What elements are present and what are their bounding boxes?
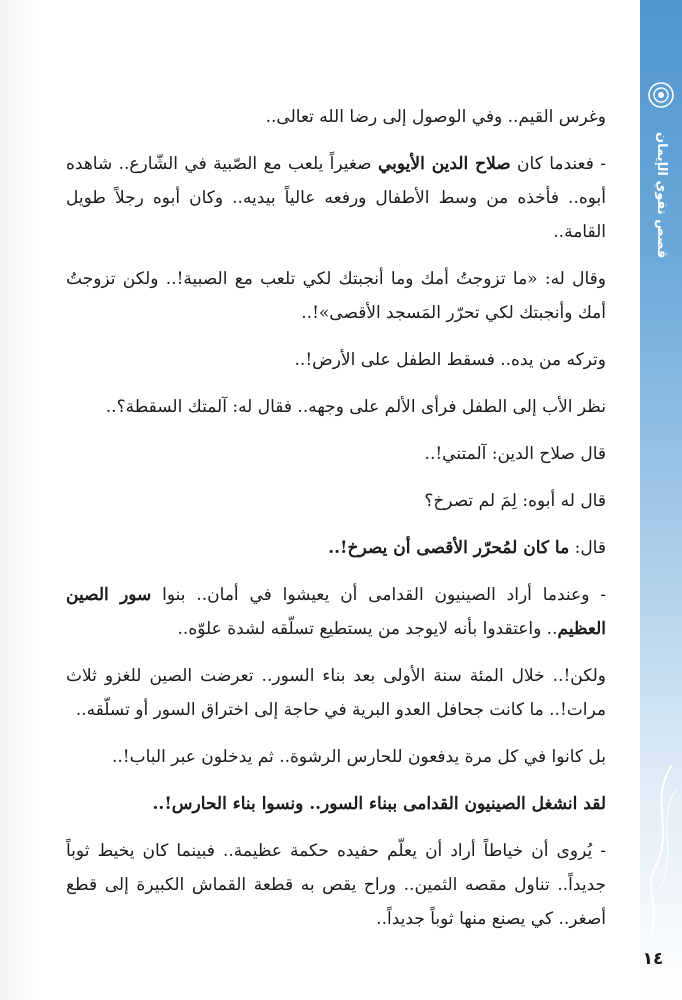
body-text xyxy=(66,100,606,949)
swirl-decoration-icon xyxy=(642,760,680,940)
paragraph: قال له أبوه: لِمَ لم تصرخ؟ xyxy=(424,491,606,511)
paragraph: بل كانوا في كل مرة يدفعون للحارس الرشوة.. ثم يدخلون عبر الباب!.. xyxy=(111,747,606,767)
paragraph: ولكن!.. خلال المئة سنة الأولى بعد بناء السور.. تعرضت الصين للغزو ثلاث مرات!.. ما كانت جحافل العدو البرية في حاجة إلى اختراق السور أو تسلّقه.. xyxy=(66,666,606,720)
paragraph xyxy=(66,147,606,249)
paragraph-text: قال: xyxy=(569,538,606,558)
paragraph xyxy=(66,531,606,565)
paragraph: قال صلاح الدين: آلمتني!.. xyxy=(424,444,606,464)
highlighted-name: صلاح الدين الأيوبي xyxy=(377,154,511,174)
highlighted-name: سور الصين العظيم xyxy=(66,585,606,639)
paragraph: وقال له: «ما تزوجتُ أمك وما أنجبتك لكي تلعب مع الصبية!.. ولكن تزوجتُ أمك وأنجبتك لكي تحرّر المَسجد الأقصى»!.. xyxy=(66,269,606,323)
paragraph-text: - وعندما أراد الصينيون القدامى أن يعيشوا في أمان.. بنوا xyxy=(151,585,606,605)
paragraph: وغرس القيم.. وفي الوصول إلى رضا الله تعالى.. xyxy=(265,107,606,127)
page-number: ١٤ xyxy=(642,949,664,969)
running-header: قصص تقوي الإيمان xyxy=(654,131,669,259)
paragraph: - يُروى أن خياطاً أراد أن يعلّم حفيده حكمة عظيمة.. فبينما كان يخيط ثوباً جديداً.. تناول مقصه الثمين.. وراح يقص به قطعة القماش الكبيرة إلى قطع أصغر.. كي يصنع منها ثوباً جديداً.. xyxy=(66,841,606,929)
paragraph-text: صغيراً يلعب مع الصّبية في الشّارع.. شاهده أبوه.. فأخذه من وسط الأطفال ورفعه عالياً بيديه.. وكان أبوه رجلاً طويل القامة.. xyxy=(66,154,606,242)
paragraph: نظر الأب إلى الطفل فرأى الألم على وجهه.. فقال له: آلمتك السقطة؟.. xyxy=(105,397,606,417)
paragraph-bold: لقد انشغل الصينيون القدامى ببناء السور.. ونسوا بناء الحارس!.. xyxy=(152,794,606,814)
spiral-ornament-icon xyxy=(646,80,676,110)
paragraph-text: .. واعتقدوا بأنه لايوجد من يستطيع تسلّقه لشدة علوّه.. xyxy=(177,619,558,639)
side-decoration-strip xyxy=(640,0,682,1000)
paragraph xyxy=(66,578,606,646)
paragraph: وتركه من يده.. فسقط الطفل على الأرض!.. xyxy=(294,350,606,370)
highlighted-quote: ما كان لمُحرّر الأقصى أن يصرخ!.. xyxy=(328,538,570,558)
paragraph-text: - فعندما كان xyxy=(510,154,606,174)
